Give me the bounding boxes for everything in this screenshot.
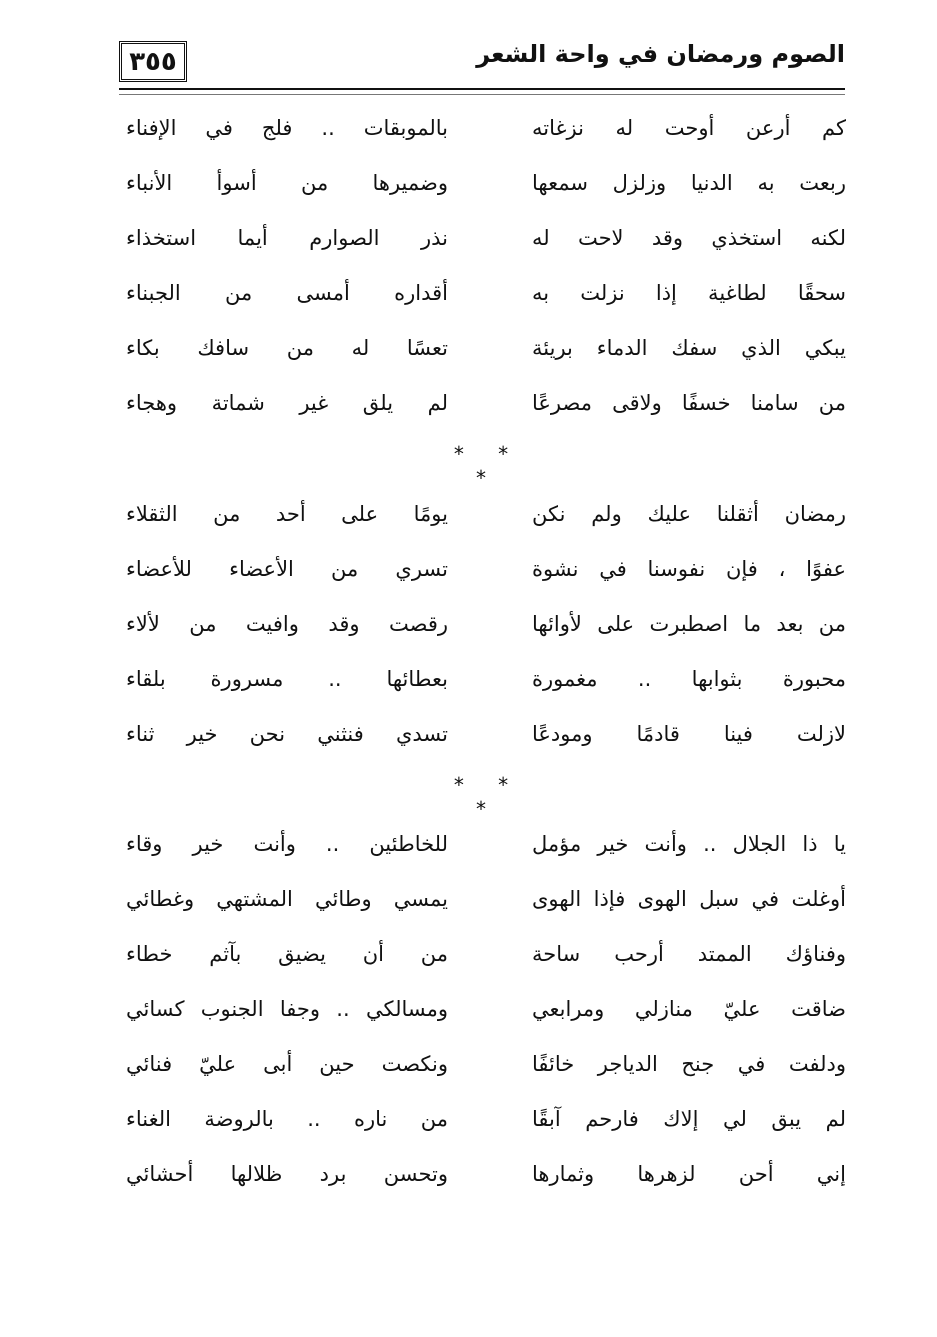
verse-first-hemistich: لم يبق لي إلاك فارحم آبقًا — [532, 1107, 846, 1131]
verse-line — [118, 934, 846, 974]
verse-line — [118, 989, 846, 1029]
stanza-separator: * * * — [453, 773, 523, 821]
verse-line — [118, 108, 846, 148]
verse-second-hemistich: بالموبقات .. فلج في الإفناء — [126, 116, 448, 140]
verse-second-hemistich: نذر الصوارم أيما استخذاء — [126, 226, 448, 250]
verse-first-hemistich: من بعد ما اصطبرت على لأوائها — [532, 612, 846, 636]
verse-first-hemistich: رمضان أثقلنا عليك ولم نكن — [532, 502, 846, 526]
verse-second-hemistich: تسري من الأعضاء للأعضاء — [126, 557, 448, 581]
verse-line — [118, 494, 846, 534]
verse-second-hemistich: ونكصت حين أبى عليّ فنائي — [126, 1052, 448, 1076]
verse-first-hemistich: كم أرعن أوحت له نزغاته — [532, 116, 846, 140]
verse-first-hemistich: محبورة بثوابها .. مغمورة — [532, 667, 846, 691]
verse-second-hemistich: من ناره .. بالروضة الغناء — [126, 1107, 448, 1131]
verse-second-hemistich: وضميرها من أسوأ الأنباء — [126, 171, 448, 195]
stanza-separator: * * * — [453, 442, 523, 490]
verse-second-hemistich: أقداره أمسى من الجبناء — [126, 281, 448, 305]
verse-first-hemistich: يبكي الذي سفك الدماء بريئة — [532, 336, 846, 360]
verse-first-hemistich: من سامنا خسفًا ولاقى مصرعًا — [532, 391, 846, 415]
verse-second-hemistich: رقصت وقد وافيت من لألاء — [126, 612, 448, 636]
verse-first-hemistich: لكنه استخذي وقد لاحت له — [532, 226, 846, 250]
verse-first-hemistich: ودلفت في جنح الدياجر خائفًا — [532, 1052, 846, 1076]
verse-first-hemistich: إني أحن لزهرها وثمارها — [532, 1162, 846, 1186]
verse-second-hemistich: يومًا على أحد من الثقلاء — [126, 502, 448, 526]
verse-second-hemistich: بعطائها .. مسرورة بلقاء — [126, 667, 448, 691]
verse-second-hemistich: وتحسن برد ظلالها أحشائي — [126, 1162, 448, 1186]
verse-second-hemistich: للخاطئين .. وأنت خير وقاء — [126, 832, 448, 856]
verse-line — [118, 1044, 846, 1084]
verse-line — [118, 163, 846, 203]
verse-line — [118, 1154, 846, 1194]
verse-line — [118, 824, 846, 864]
verse-line — [118, 1099, 846, 1139]
page-number: ٣٥٥ — [119, 41, 187, 82]
verse-first-hemistich: يا ذا الجلال .. وأنت خير مؤمل — [532, 832, 846, 856]
verse-line — [118, 549, 846, 589]
running-header-title: الصوم ورمضان في واحة الشعر — [476, 40, 845, 68]
verse-line — [118, 714, 846, 754]
verse-line — [118, 659, 846, 699]
verse-first-hemistich: أوغلت في سبل الهوى فإذا الهوى — [532, 887, 846, 911]
verse-line — [118, 273, 846, 313]
verse-second-hemistich: يمسي وطائي المشتهي وغطائي — [126, 887, 448, 911]
verse-second-hemistich: ومسالكي .. وجفا الجنوب كسائي — [126, 997, 448, 1021]
verse-first-hemistich: لازلت فينا قادمًا ومودعًا — [532, 722, 846, 746]
verse-line — [118, 218, 846, 258]
verse-line — [118, 328, 846, 368]
verse-second-hemistich: تسدي فنثني نحن خير ثناء — [126, 722, 448, 746]
verse-first-hemistich: سحقًا لطاغية إذا نزلت به — [532, 281, 846, 305]
verse-second-hemistich: من أن يضيق بآثم خطاء — [126, 942, 448, 966]
verse-line — [118, 879, 846, 919]
header-rule — [119, 88, 845, 95]
verse-first-hemistich: ربعت به الدنيا وزلزل سمعها — [532, 171, 846, 195]
verse-first-hemistich: وفناؤك الممتد أرحب ساحة — [532, 942, 846, 966]
verse-first-hemistich: عفوًا ، فإن نفوسنا في نشوة — [532, 557, 846, 581]
verse-first-hemistich: ضاقت عليّ منازلي ومرابعي — [532, 997, 846, 1021]
verse-line — [118, 383, 846, 423]
verse-line — [118, 604, 846, 644]
verse-second-hemistich: تعسًا له من سافك بكاء — [126, 336, 448, 360]
verse-second-hemistich: لم يلق غير شماتة وهجاء — [126, 391, 448, 415]
